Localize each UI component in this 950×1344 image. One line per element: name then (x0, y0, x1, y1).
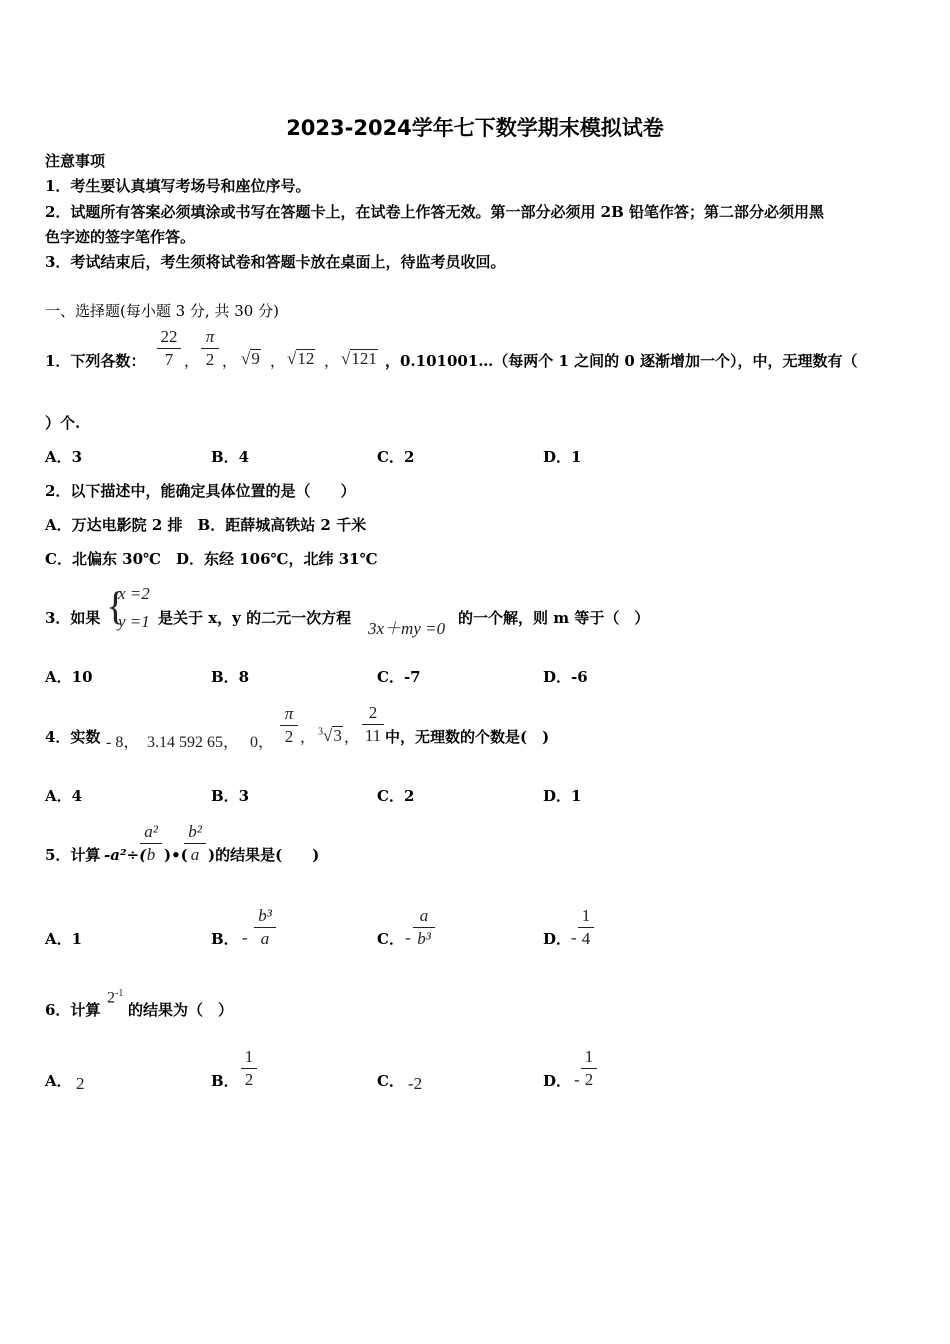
q5-option-b-label: B． (211, 930, 239, 948)
q1-sqrt-121: √121 (341, 349, 377, 368)
q4-cbrt-3: $^3$√3 (318, 726, 342, 745)
q5-option-d-fraction: 1 4 (578, 906, 594, 949)
q6-label: 6．计算 (45, 1001, 101, 1019)
q3-tail: 的一个解，则 m 等于（ ） (458, 609, 650, 627)
q1-comma-2: ， (222, 352, 238, 370)
q6-option-c-label: C． (377, 1072, 404, 1090)
q3-equation: 3x＋my =0 (368, 619, 446, 638)
q6-option-d-sign: - (574, 1070, 580, 1089)
q4-comma-1: ， (300, 728, 316, 746)
q5-option-d-sign: - (571, 928, 577, 947)
q2-stem: 2．以下描述中，能确定具体位置的是（ ） (45, 482, 356, 500)
q5-option-c-sign: - (405, 928, 411, 947)
q4-number-zero: 0， (250, 734, 275, 751)
q6-option-b-fraction: 1 2 (241, 1047, 257, 1090)
q6-tail: 的结果为（ ） (128, 1001, 234, 1019)
q5-tail: )的结果是( ) (208, 846, 320, 864)
q3-option-c: C．-7 (377, 668, 421, 686)
q1-comma-4: ， (324, 352, 340, 370)
q6-option-d-label: D． (543, 1072, 572, 1090)
section-heading: 一、选择题(每小题 3 分, 共 30 分) (45, 302, 279, 320)
q4-option-b: B．3 (211, 787, 250, 805)
q4-fraction-pi-2: π 2 (280, 704, 298, 747)
q5-expr-head: -a²÷( (104, 846, 147, 864)
q1-option-a: A．3 (45, 448, 83, 466)
q3-option-a: A．10 (45, 668, 93, 686)
q6-option-a-label: A． (45, 1072, 72, 1090)
q4-number-pi-approx: 3.14 592 65， (147, 734, 240, 751)
q4-tail: 中，无理数的个数是( ) (385, 728, 550, 746)
q1-sqrt-12: √12 (287, 349, 315, 368)
q1-cont: ）个. (45, 414, 81, 432)
q1-comma-3: ， (270, 352, 286, 370)
q5-fraction-b2-a: b² a (184, 822, 206, 865)
q1-fraction-22-7: 22 7 (157, 327, 181, 370)
notice-heading: 注意事项 (45, 152, 106, 170)
q5-option-b-sign: - (242, 928, 248, 947)
notice-item-1: 1．考生要认真填写考场号和座位序号。 (45, 177, 311, 195)
exam-title: 2023-2024学年七下数学期末模拟试卷 (286, 116, 664, 140)
q5-fraction-a2-b: a² b (140, 822, 162, 865)
q2-options-cd: C．北偏东 30℃ D．东经 106℃，北纬 31℃ (45, 550, 378, 568)
q4-option-d: D．1 (543, 787, 582, 805)
q2-options-ab: A．万达电影院 2 排 B．距薛城高铁站 2 千米 (45, 516, 367, 534)
q3-label: 3．如果 (45, 609, 101, 627)
q4-label: 4．实数 (45, 728, 101, 746)
notice-item-3: 3．考试结束后，考生须将试卷和答题卡放在桌面上，待监考员收回。 (45, 253, 506, 271)
q3-option-b: B．8 (211, 668, 250, 686)
q1-option-c: C．2 (377, 448, 415, 466)
q5-label: 5．计算 (45, 846, 101, 864)
q5-option-d-label: D． (543, 930, 572, 948)
q3-eq-y: y =1 (118, 612, 150, 631)
q1-label: 1．下列各数： (45, 352, 146, 370)
q5-option-a: A．1 (45, 930, 83, 948)
q4-fraction-2-11: 2 11 (362, 703, 384, 746)
q6-power: $2^{-1}$ (107, 988, 124, 1007)
notice-item-2-cont: 色字迹的签字笔作答。 (45, 228, 196, 246)
q4-option-c: C．2 (377, 787, 415, 805)
q1-sqrt-9: √9 (241, 349, 260, 368)
q5-option-c-fraction: a b³ (413, 906, 435, 949)
notice-item-2: 2．试题所有答案必须填涂或书写在答题卡上，在试卷上作答无效。第一部分必须用 2B 铅笔作答；第二部分必须用黑 (45, 203, 825, 221)
q6-option-d-fraction: 1 2 (581, 1047, 597, 1090)
q1-option-b: B．4 (211, 448, 250, 466)
q4-comma-2: ， (344, 728, 360, 746)
q1-fraction-pi-2: π 2 (201, 327, 219, 370)
q4-number-neg8: - 8， (106, 734, 140, 751)
q5-mid: )•( (164, 846, 188, 864)
q5-option-c-label: C． (377, 930, 404, 948)
q6-option-c-value: -2 (408, 1074, 423, 1093)
q3-option-d: D．-6 (543, 668, 588, 686)
q6-option-b-label: B． (211, 1072, 239, 1090)
q1-tail: ，0.101001…（每两个 1 之间的 0 逐渐增加一个），中，无理数有（ (385, 352, 858, 370)
q3-eq-x: x =2 (118, 584, 150, 603)
q5-option-b-fraction: b³ a (254, 906, 276, 949)
q1-option-d: D．1 (543, 448, 582, 466)
q3-mid: 是关于 x，y 的二元一次方程 (158, 609, 352, 627)
q3-brace: { (106, 583, 126, 628)
q6-option-a-value: 2 (76, 1074, 85, 1093)
q4-option-a: A．4 (45, 787, 83, 805)
q1-comma-1: ， (184, 352, 200, 370)
